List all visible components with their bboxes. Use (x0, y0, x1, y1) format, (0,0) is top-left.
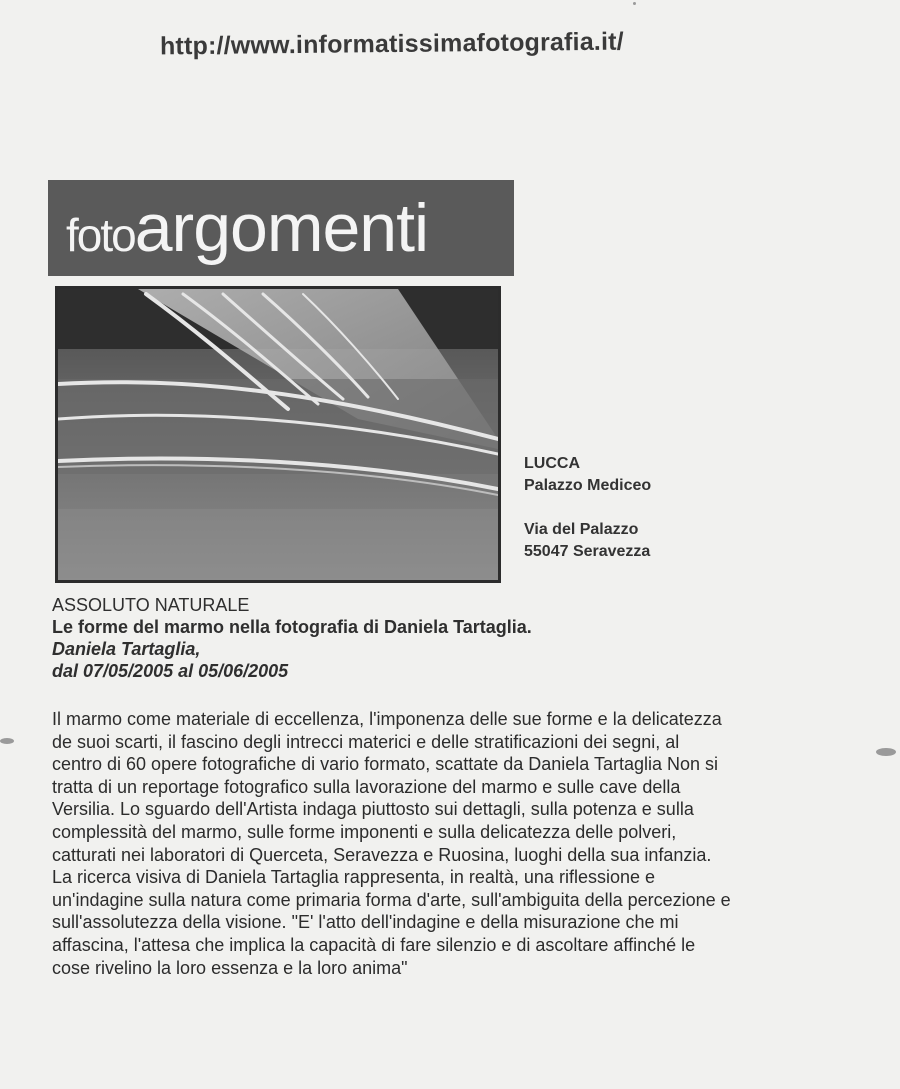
brand-main: argomenti (134, 190, 429, 266)
marble-strata-photo (55, 286, 501, 583)
article-author: Daniela Tartaglia, (52, 639, 201, 659)
body-line: de suoi scarti, il fascino degli intrecci materici e delle stratificazioni dei segni, al (52, 731, 680, 752)
page-url: http://www.informatissimafotografia.it/ (159, 27, 624, 61)
venue-city: LUCCA (524, 455, 580, 472)
body-line: La ricerca visiva di Daniela Tartaglia rappresenta, in realtà, una riflessione e (52, 867, 655, 888)
brand-prefix: foto (66, 209, 135, 261)
body-line: centro di 60 opere fotografiche di vario formato, scattate da Daniela Tartaglia Non si (52, 754, 719, 775)
body-line: Versilia. Lo sguardo dell'Artista indaga piuttosto sui dettagli, sulla potenza e sulla (52, 799, 694, 820)
scan-speck (0, 738, 14, 744)
venue-building: Palazzo Mediceo (524, 477, 652, 494)
brand-header (48, 180, 514, 276)
article-heading (52, 594, 532, 682)
venue-street: Via del Palazzo (524, 521, 639, 538)
venue-info (524, 453, 651, 563)
body-line: sull'assolutezza della visione. "E' l'atto dell'indagine e della misurazione che mi (52, 912, 679, 933)
article-title: ASSOLUTO NATURALE (52, 595, 250, 615)
marble-strata-photo-icon (58, 289, 498, 580)
article-subtitle: Le forme del marmo nella fotografia di Daniela Tartaglia. (52, 617, 532, 637)
article-dates: dal 07/05/2005 al 05/06/2005 (52, 661, 289, 681)
body-line: complessità del marmo, sulle forme imponenti e sulla delicatezza delle polveri, (52, 821, 677, 842)
scan-speck (633, 2, 636, 5)
body-line: catturati nei laboratori di Querceta, Seravezza e Ruosina, luoghi della sua infanzia. (52, 844, 712, 865)
body-line: cose rivelino la loro essenza e la loro anima" (52, 957, 408, 978)
body-line: un'indagine sulla natura come primaria forma d'arte, sull'ambiguita della percezione e (52, 889, 731, 910)
article-body (52, 708, 874, 979)
body-line: Il marmo come materiale di eccellenza, l'imponenza delle sue forme e la delicatezza (52, 709, 722, 729)
venue-postal: 55047 Seravezza (524, 543, 651, 560)
scan-speck (876, 748, 896, 756)
body-line: tratta di un reportage fotografico sulla lavorazione del marmo e sulle cave della (52, 776, 681, 797)
body-line: affascina, l'attesa che implica la capacità di fare silenzio e di ascoltare affinché le (52, 934, 696, 955)
